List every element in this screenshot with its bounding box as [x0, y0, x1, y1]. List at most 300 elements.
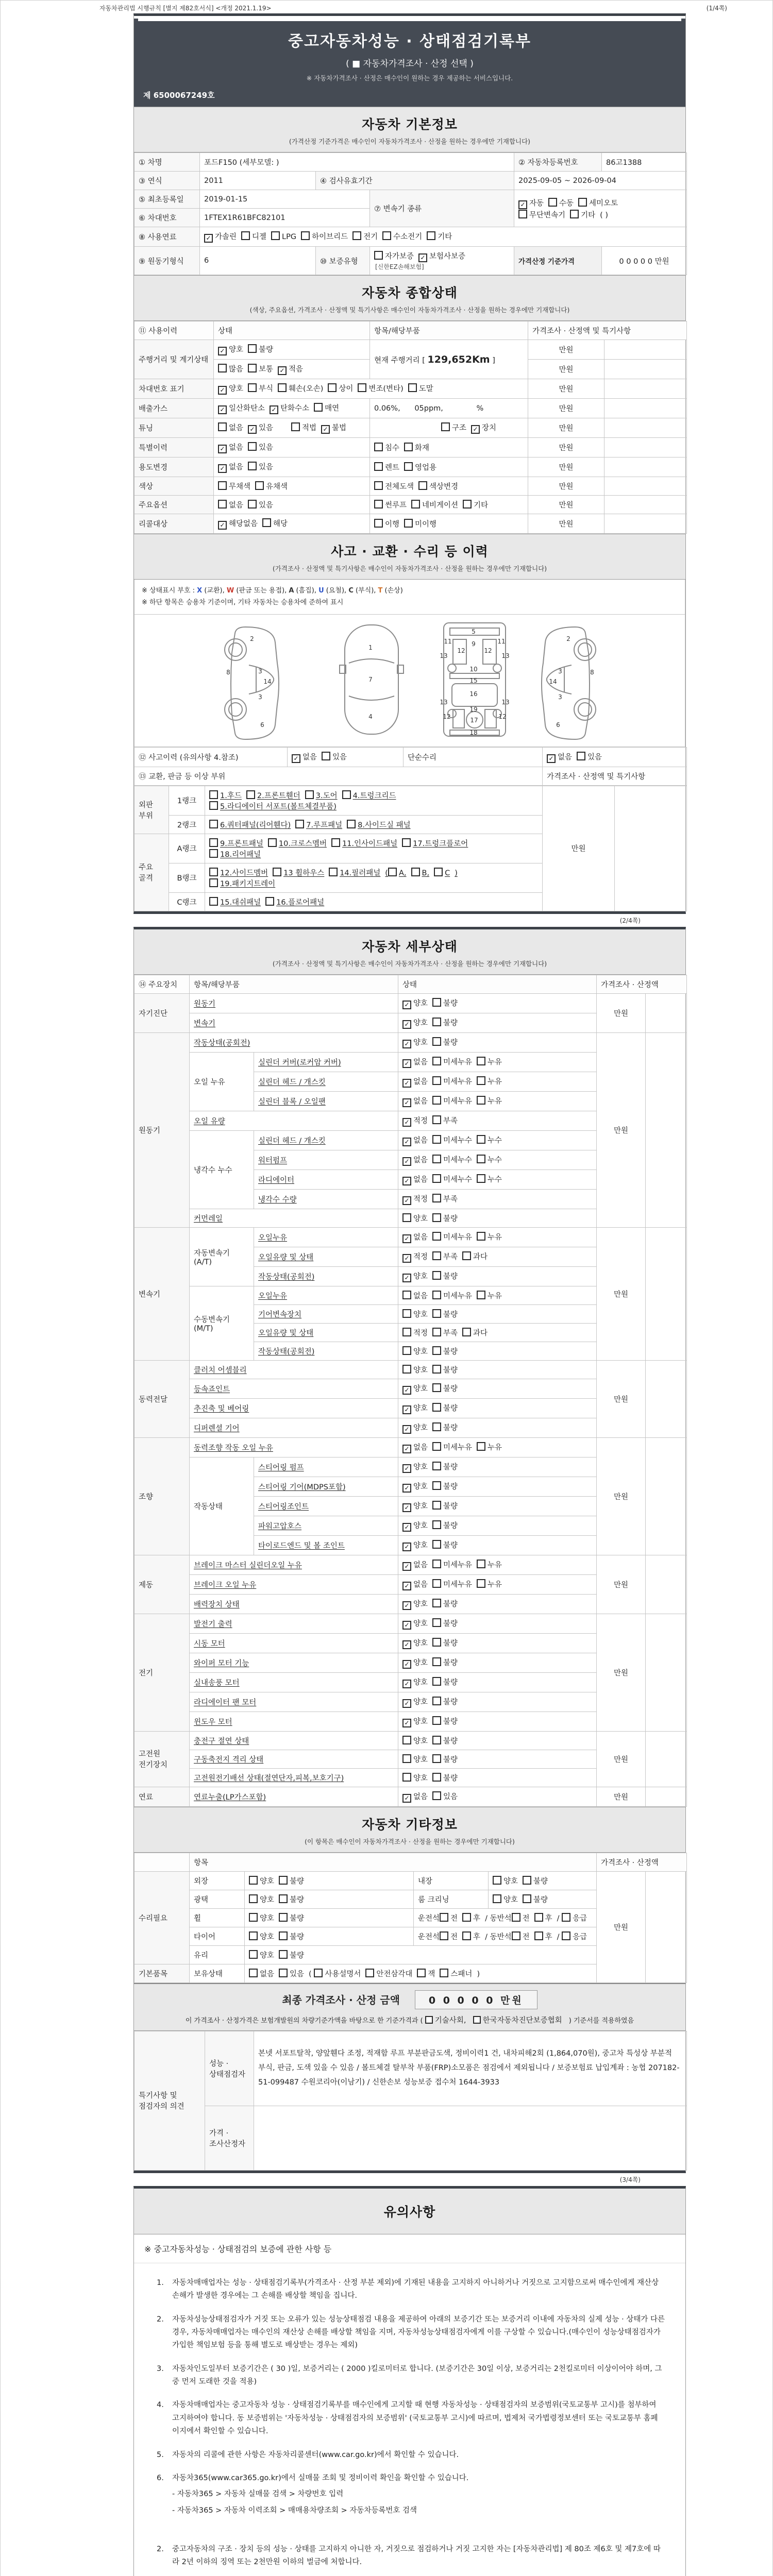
checkbox-box[interactable]	[249, 1876, 258, 1885]
table-cell	[245, 1945, 597, 1964]
checkbox-box[interactable]	[402, 1346, 411, 1355]
checkbox-box[interactable]	[432, 1599, 441, 1607]
checkbox-box[interactable]	[432, 1174, 441, 1183]
checkbox-box[interactable]	[301, 231, 310, 240]
checkbox-8.사이드실 패널	[347, 819, 411, 830]
table-cell: 본넷 서포트탈착, 양앞휀다 조정, 적재함 루프 부분판금도색, 정비이력1 건, 내차피해2회 (1,864,070원), 중고차 특성상 부분적 부식, 판금, 도색 있을 수 있음 / 볼트체결 탈부착 부품(FRP)소모품은 점검에서 제외됩니다 / 보증보험료 납입계좌 : 농협 207182-51-099487 수원코리아(이남기) / 신한손보 성능보증 접수처 1644-3933	[254, 2031, 687, 2106]
checkbox-box[interactable]	[246, 790, 255, 799]
table-cell: 배력장치 상태	[190, 1594, 398, 1614]
checkbox-box[interactable]: ✓	[402, 1138, 411, 1146]
checkbox-box[interactable]	[209, 897, 218, 906]
checkbox-box[interactable]	[493, 1876, 501, 1885]
checkbox-label: 불량	[443, 1658, 458, 1667]
checkbox-box[interactable]	[432, 1213, 441, 1222]
checkbox-box[interactable]	[402, 1309, 411, 1318]
checkbox-box[interactable]	[408, 383, 417, 392]
checkbox-box[interactable]: ✓	[402, 1425, 411, 1434]
checkbox-box[interactable]	[432, 1638, 441, 1647]
checkbox-box[interactable]	[279, 1931, 288, 1940]
checkbox-box[interactable]	[279, 1876, 288, 1885]
checkbox-box[interactable]	[209, 849, 218, 858]
checkbox-box[interactable]: ✓	[402, 1001, 411, 1009]
checkbox-box[interactable]	[249, 1894, 258, 1903]
checkbox-box[interactable]	[218, 422, 227, 431]
checkbox-디젤	[241, 231, 266, 242]
checkbox-썬루프	[374, 499, 407, 510]
table-cell: 연료누출(LP가스포함)	[190, 1787, 398, 1806]
checkbox-box[interactable]	[291, 422, 300, 431]
checkbox-box[interactable]	[534, 1931, 543, 1940]
checkbox-box[interactable]	[432, 1232, 441, 1241]
checkbox-box[interactable]: ✓	[402, 1079, 411, 1088]
table-cell: 작동상태(공회전)	[254, 1342, 398, 1360]
checkbox-box[interactable]	[432, 1309, 441, 1318]
checkbox-box[interactable]: ✓	[292, 754, 300, 763]
checkbox-box[interactable]	[402, 1291, 411, 1299]
checkbox-box[interactable]: ✓	[248, 425, 257, 434]
table-cell	[370, 477, 528, 496]
table-row	[135, 340, 687, 360]
checkbox-box[interactable]	[477, 1291, 485, 1299]
checkbox-box[interactable]: ✓	[218, 464, 227, 473]
checkbox-box[interactable]	[218, 500, 227, 509]
checkbox-box[interactable]	[273, 868, 281, 876]
checkbox-box[interactable]: ✓	[402, 1254, 411, 1263]
checkbox-box[interactable]	[432, 1271, 441, 1280]
notice-item	[157, 2543, 665, 2569]
checkbox-box[interactable]	[523, 1894, 531, 1903]
checkbox-box[interactable]	[265, 897, 274, 906]
checkbox-box[interactable]	[432, 1618, 441, 1627]
checkbox-box[interactable]	[477, 1096, 485, 1105]
checkbox-box[interactable]	[462, 1913, 471, 1922]
checkbox-label: 있음	[259, 463, 274, 471]
checkbox-label: 후	[473, 1933, 481, 1941]
checkbox-box[interactable]	[463, 500, 472, 509]
checkbox-label: 누유	[488, 1233, 502, 1242]
checkbox-box[interactable]	[432, 1365, 441, 1374]
table-cell: 오일누유	[254, 1286, 398, 1304]
checkbox-box[interactable]	[388, 868, 397, 876]
checkbox-box[interactable]	[314, 403, 323, 412]
checkbox-box[interactable]	[462, 1931, 471, 1940]
checkbox-box[interactable]	[432, 1194, 441, 1202]
checkbox-label: 불량	[443, 1384, 458, 1393]
column-header	[135, 1853, 190, 1871]
checkbox-있음	[248, 499, 273, 510]
checkbox-box[interactable]	[209, 801, 218, 810]
checkbox-box[interactable]: ✓	[402, 1640, 411, 1649]
checkbox-box[interactable]	[209, 878, 218, 887]
checkbox-box[interactable]	[432, 1155, 441, 1163]
table-cell	[398, 1170, 597, 1189]
checkbox-box[interactable]	[404, 443, 413, 451]
checkbox-box[interactable]	[402, 1365, 411, 1374]
checkbox-box[interactable]	[209, 790, 218, 799]
checkbox-box[interactable]	[249, 1913, 258, 1922]
checkbox-box[interactable]	[268, 838, 277, 847]
checkbox-box[interactable]	[329, 868, 338, 876]
checkbox-label: 하이브리드	[312, 233, 348, 241]
checkbox-box[interactable]	[462, 1251, 471, 1260]
checkbox-box[interactable]	[477, 1579, 485, 1588]
table-cell: 실린더 커버(로커암 커버)	[254, 1052, 398, 1072]
table-cell: 수리필요	[135, 1871, 190, 1964]
checkbox-box[interactable]	[432, 1096, 441, 1105]
checkbox-box[interactable]	[279, 1950, 288, 1959]
checkbox-box[interactable]	[249, 1969, 258, 1977]
checkbox-box[interactable]: ✓	[402, 1020, 411, 1029]
checkbox-box[interactable]: ✓	[518, 200, 527, 209]
checkbox-box[interactable]: ✓	[218, 347, 227, 355]
checkbox-box[interactable]	[374, 519, 383, 528]
checkbox-box[interactable]	[432, 1773, 441, 1782]
checkbox-box[interactable]	[432, 1018, 441, 1026]
checkbox-label: 양호	[413, 1737, 428, 1745]
checkbox-불량	[279, 1894, 304, 1905]
checkbox-box[interactable]	[432, 1501, 441, 1510]
checkbox-box[interactable]	[425, 2016, 433, 2024]
table-cell: 만원	[528, 360, 604, 379]
checkbox-응급	[562, 1912, 587, 1923]
checkbox-box[interactable]: ✓	[402, 1445, 411, 1453]
checkbox-box[interactable]: ✓	[402, 1523, 411, 1532]
table-row	[135, 227, 687, 247]
checkbox-box[interactable]	[534, 1913, 543, 1922]
checkbox-box[interactable]: ✓	[402, 1680, 411, 1688]
checkbox-box[interactable]	[209, 820, 218, 828]
checkbox-box[interactable]: ✓	[402, 1177, 411, 1185]
checkbox-label: 적법	[302, 424, 317, 432]
table-cell: 광택	[190, 1890, 245, 1908]
checkbox-box[interactable]: ✓	[402, 1098, 411, 1107]
checkbox-box[interactable]: ✓	[547, 754, 556, 763]
checkbox-box[interactable]	[328, 383, 337, 392]
checkbox-box[interactable]	[382, 231, 391, 240]
checkbox-없음	[402, 1174, 428, 1185]
checkbox-box[interactable]	[432, 1251, 441, 1260]
checkbox-box[interactable]	[279, 1913, 288, 1922]
checkbox-box[interactable]	[279, 1969, 288, 1977]
checkbox-box[interactable]	[358, 383, 366, 392]
diagram-number-side_right-6: 6	[556, 721, 560, 728]
checkbox-box[interactable]	[477, 1232, 485, 1241]
checkbox-box[interactable]	[352, 231, 361, 240]
checkbox-box[interactable]	[432, 1037, 441, 1046]
car-diagram-numbers	[226, 628, 594, 736]
checkbox-box[interactable]: ✓	[321, 425, 330, 434]
checkbox-box[interactable]	[512, 1913, 520, 1922]
table-cell: 만원	[528, 514, 604, 534]
checkbox-전	[512, 1912, 530, 1923]
checkbox-box[interactable]	[432, 1540, 441, 1549]
checkbox-box[interactable]	[548, 198, 557, 207]
checkbox-box[interactable]	[295, 820, 304, 828]
checkbox-한국자동차진단보증협회: 한국자동차진단보증협회	[473, 2014, 562, 2025]
checkbox-box[interactable]	[374, 443, 383, 451]
column-header: 상태	[214, 321, 370, 340]
checkbox-box[interactable]	[209, 868, 218, 876]
table-cell	[205, 892, 543, 911]
checkbox-양호	[218, 383, 243, 395]
checkbox-box[interactable]	[402, 1736, 411, 1744]
law-note: 자동차관리법 시행규칙 [별지 제82호서식] <개정 2021.1.19>	[99, 5, 272, 12]
checkbox-box[interactable]	[331, 838, 340, 847]
table-cell: 추진축 및 베어링	[190, 1398, 398, 1418]
checkbox-box[interactable]: ✓	[270, 405, 278, 414]
checkbox-label: 양호	[413, 1619, 428, 1628]
checkbox-box[interactable]	[432, 1657, 441, 1666]
page1-box	[133, 13, 686, 914]
checkbox-box[interactable]: ✓	[402, 1503, 411, 1512]
document-title: 중고자동차성능 · 상태점검기록부	[288, 32, 531, 50]
checkbox-label: 미세누수	[443, 1175, 473, 1184]
checkbox-없음	[218, 461, 243, 473]
diagram-number-bottom-11: 11	[497, 637, 506, 645]
table-cell: 2011	[200, 172, 316, 190]
table-cell	[205, 834, 543, 863]
checkbox-label: 없음	[413, 1175, 428, 1184]
diagram-number-bottom-10: 10	[469, 665, 478, 673]
checkbox-box[interactable]	[512, 1931, 520, 1940]
checkbox-box[interactable]	[262, 518, 271, 527]
checkbox-box[interactable]: ✓	[402, 1660, 411, 1669]
checkbox-불량	[432, 1037, 458, 1047]
checkbox-box[interactable]: ✓	[402, 1562, 411, 1571]
checkbox-box[interactable]	[255, 481, 264, 490]
checkbox-불량	[432, 1754, 458, 1765]
checkbox-box[interactable]	[402, 1754, 411, 1763]
checkbox-box[interactable]	[477, 1442, 485, 1451]
checkbox-화재	[404, 442, 429, 453]
checkbox-box[interactable]: ✓	[402, 1719, 411, 1727]
checkbox-box[interactable]	[577, 752, 585, 760]
table-cell	[370, 247, 514, 275]
checkbox-box[interactable]	[374, 462, 383, 471]
checkbox-box[interactable]	[427, 231, 435, 240]
checkbox-box[interactable]	[432, 1716, 441, 1725]
table-cell	[214, 379, 528, 399]
checkbox-box[interactable]	[404, 519, 413, 528]
checkbox-box[interactable]	[241, 231, 250, 240]
checkbox-box[interactable]	[411, 868, 420, 876]
checkbox-box[interactable]: ✓	[402, 1601, 411, 1610]
table-cell	[398, 1653, 597, 1672]
checkbox-box[interactable]	[417, 1969, 426, 1977]
checkbox-box[interactable]	[248, 462, 257, 470]
checkbox-box[interactable]	[432, 1677, 441, 1686]
checkbox-box[interactable]	[523, 1876, 531, 1885]
checkbox-box[interactable]	[209, 838, 218, 847]
checkbox-box[interactable]	[432, 1442, 441, 1451]
checkbox-box[interactable]	[477, 1135, 485, 1144]
checkbox-label: 누수	[488, 1136, 502, 1145]
checkbox-box[interactable]	[374, 500, 383, 509]
checkbox-box[interactable]	[440, 1913, 448, 1922]
checkbox-box[interactable]: ✓	[402, 1386, 411, 1395]
checkbox-box[interactable]	[440, 1969, 448, 1977]
diagram-number-bottom-13: 13	[440, 652, 448, 659]
checkbox-box[interactable]	[218, 481, 227, 490]
checkbox-box[interactable]	[278, 383, 287, 392]
checkbox-box[interactable]	[432, 1291, 441, 1299]
checkbox-box[interactable]	[432, 1403, 441, 1412]
checkbox-label: 전	[450, 1933, 458, 1941]
checkbox-box[interactable]	[248, 364, 257, 372]
checkbox-box[interactable]: ✓	[402, 1405, 411, 1414]
checkbox-label: 일산화탄소	[229, 404, 265, 413]
checkbox-15.대쉬패널	[209, 896, 261, 907]
checkbox-box[interactable]	[432, 1346, 441, 1355]
checkbox-box[interactable]	[248, 442, 257, 451]
diagram-number-bottom-13: 13	[501, 698, 510, 706]
checkbox-box[interactable]	[402, 838, 411, 847]
checkbox-적정	[402, 1327, 428, 1338]
checkbox-box[interactable]	[462, 1328, 471, 1336]
checkbox-box[interactable]	[440, 1931, 448, 1940]
table-cell	[214, 477, 370, 496]
checkbox-box[interactable]	[562, 1931, 570, 1940]
diagram-number-side_left-2: 2	[250, 635, 254, 642]
checkbox-매연	[314, 402, 339, 413]
checkbox-box[interactable]	[249, 1950, 258, 1959]
checkbox-box[interactable]: ✓	[418, 253, 427, 262]
checkbox-box[interactable]	[411, 500, 420, 509]
checkbox-box[interactable]: ✓	[402, 1543, 411, 1551]
checkbox-box[interactable]	[434, 868, 443, 876]
table-cell	[398, 1768, 597, 1787]
checkbox-box[interactable]: ✓	[402, 1621, 411, 1630]
checkbox-box[interactable]	[562, 1913, 570, 1922]
checkbox-box[interactable]	[493, 1894, 501, 1903]
checkbox-전	[440, 1931, 458, 1942]
checkbox-box[interactable]	[432, 1328, 441, 1336]
checkbox-box[interactable]	[432, 1076, 441, 1085]
checkbox-box[interactable]: ✓	[278, 366, 287, 375]
checkbox-box[interactable]	[342, 790, 351, 799]
table-cell	[245, 1871, 414, 1890]
checkbox-box[interactable]	[249, 1931, 258, 1940]
table-cell	[214, 399, 370, 418]
checkbox-box[interactable]	[347, 820, 356, 828]
checkbox-box[interactable]: ✓	[402, 1794, 411, 1803]
checkbox-box[interactable]	[477, 1057, 485, 1065]
checkbox-box[interactable]	[365, 1969, 374, 1977]
checkbox-box[interactable]	[418, 481, 427, 490]
checkbox-누유	[477, 1579, 502, 1589]
checkbox-label: 보험사보증	[429, 252, 466, 261]
table-cell: 튜닝	[135, 418, 214, 438]
checkbox-box[interactable]	[432, 1520, 441, 1529]
checkbox-box[interactable]: ✓	[402, 1274, 411, 1282]
checkbox-box[interactable]	[432, 1115, 441, 1124]
checkbox-box[interactable]	[432, 1481, 441, 1490]
checkbox-box[interactable]	[432, 1697, 441, 1705]
checkbox-box[interactable]: ✓	[402, 1582, 411, 1590]
checkbox-box[interactable]	[248, 383, 257, 392]
checkbox-box[interactable]	[432, 1560, 441, 1568]
checkbox-box[interactable]	[432, 998, 441, 1007]
checkbox-box[interactable]	[305, 790, 314, 799]
checkbox-box[interactable]	[402, 1773, 411, 1782]
checkbox-box[interactable]	[374, 481, 383, 490]
checkbox-box[interactable]	[477, 1174, 485, 1183]
checkbox-box[interactable]	[441, 422, 450, 431]
checkbox-box[interactable]: ✓	[402, 1118, 411, 1127]
checkbox-box[interactable]: ✓	[402, 1059, 411, 1068]
checkbox-box[interactable]	[248, 500, 257, 509]
notice-item-number: 6.	[157, 2473, 164, 2482]
checkbox-box[interactable]	[473, 2016, 481, 2024]
checkbox-box[interactable]: ✓	[402, 1699, 411, 1708]
checkbox-안전삼각대	[365, 1968, 412, 1979]
checkbox-box[interactable]	[477, 1076, 485, 1085]
checkbox-label: 스패너	[450, 1970, 473, 1978]
checkbox-box[interactable]	[432, 1462, 441, 1470]
checkbox-box[interactable]	[374, 251, 383, 260]
checkbox-box[interactable]	[432, 1754, 441, 1763]
checkbox-box[interactable]	[518, 210, 527, 218]
table-cell: ⑤ 최초등록일	[135, 190, 200, 209]
table-cell	[398, 1457, 597, 1477]
checkbox-box[interactable]: ✓	[204, 234, 213, 243]
checkbox-box[interactable]: ✓	[402, 1040, 411, 1048]
checkbox-box[interactable]	[248, 344, 257, 353]
table-cell	[398, 1633, 597, 1653]
checkbox-label: 양호	[260, 1914, 275, 1923]
checkbox-box[interactable]	[432, 1579, 441, 1588]
checkbox-box[interactable]	[402, 1328, 411, 1336]
checkbox-box[interactable]	[314, 1969, 323, 1977]
checkbox-누유	[477, 1559, 502, 1570]
checkbox-box[interactable]	[432, 1057, 441, 1065]
checkbox-box[interactable]	[578, 198, 587, 207]
checkbox-불량	[523, 1894, 548, 1905]
checkbox-box[interactable]: ✓	[218, 405, 227, 414]
checkbox-box[interactable]	[432, 1736, 441, 1744]
checkbox-box[interactable]	[432, 1135, 441, 1144]
checkbox-label: LPG	[282, 233, 297, 241]
checkbox-불량	[432, 1598, 458, 1609]
checkbox-box[interactable]	[432, 1422, 441, 1431]
checkbox-box[interactable]	[432, 1383, 441, 1392]
checkbox-box[interactable]	[322, 752, 330, 760]
checkbox-box[interactable]	[271, 231, 280, 240]
checkbox-box[interactable]: ✓	[471, 425, 480, 434]
checkbox-box[interactable]: ✓	[402, 1196, 411, 1205]
checkbox-label: 9.프론트패널	[220, 839, 263, 848]
document-note: ※ 자동차가격조사 · 산정은 매수인이 원하는 경우 제공하는 서비스입니다.	[306, 74, 513, 82]
checkbox-box[interactable]	[432, 1791, 441, 1800]
checkbox-box[interactable]	[477, 1560, 485, 1568]
checkbox-box[interactable]	[402, 1213, 411, 1222]
checkbox-box[interactable]	[477, 1155, 485, 1163]
checkbox-box[interactable]	[218, 364, 227, 372]
checkbox-box[interactable]: ✓	[218, 386, 227, 395]
checkbox-box[interactable]: ✓	[402, 1484, 411, 1493]
checkbox-box[interactable]: ✓	[402, 1464, 411, 1473]
checkbox-box[interactable]: ✓	[218, 521, 227, 530]
checkbox-box[interactable]	[279, 1894, 288, 1903]
checkbox-box[interactable]	[570, 210, 579, 218]
table-cell: 고전원전기배선 상태(절연단자,피복,보호기구)	[190, 1768, 398, 1787]
checkbox-없음	[547, 751, 572, 763]
checkbox-box[interactable]: ✓	[218, 445, 227, 453]
checkbox-box[interactable]: ✓	[402, 1234, 411, 1243]
checkbox-box[interactable]	[404, 462, 413, 471]
checkbox-box[interactable]: ✓	[402, 1157, 411, 1166]
checkbox-label: 화재	[415, 444, 430, 452]
